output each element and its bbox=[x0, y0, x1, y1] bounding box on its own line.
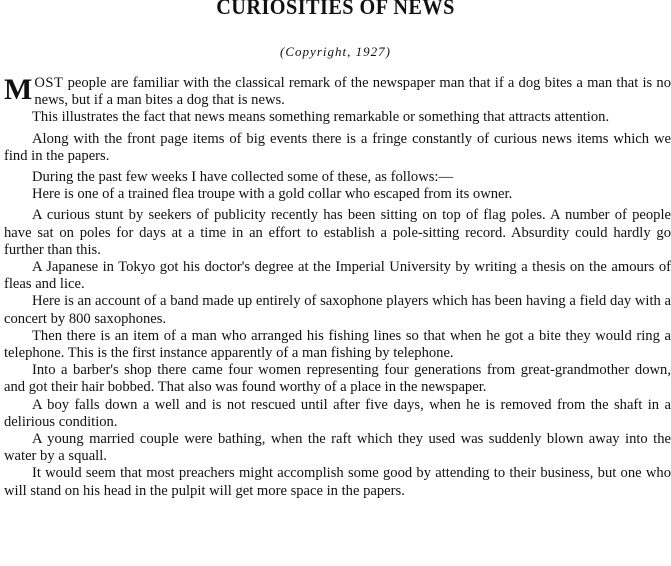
paragraph-12: A young married couple were bathing, when the raft which they used was suddenly blown away into the water by a squall. bbox=[4, 431, 671, 465]
paragraph-10: Into a barber's shop there came four women representing four generations from great-grandmother down, and got their hair bobbed. That also was found worthy of a place in the newspaper. bbox=[4, 362, 671, 396]
headline: CURIOSITIES OF NEWS bbox=[216, 0, 455, 19]
paragraph-11: A boy falls down a well and is not rescued until after five days, when he is removed from the shaft in a delirious condition. bbox=[4, 396, 671, 430]
paragraph-13: It would seem that most preachers might accomplish some good by attending to their business, but one who will stand on his head in the pulpit will get more space in the papers. bbox=[4, 465, 671, 499]
paragraph-4: During the past few weeks I have collected some of these, as follows:— bbox=[32, 169, 454, 186]
paragraph-1 bbox=[4, 75, 671, 109]
paragraph-6: A curious stunt by seekers of publicity recently has been sitting on top of flag poles. A number of people have sat on poles for days at a time in an effort to establish a pole-sitting record. Absurdity could hardly go further than this. bbox=[4, 207, 671, 258]
paragraph-5: Here is one of a trained flea troupe with a gold collar who escaped from its owner. bbox=[32, 186, 513, 203]
copyright-line: (Copyright, 1927) bbox=[280, 44, 391, 59]
lead-caps: OST bbox=[34, 75, 64, 91]
paragraph-1-text: people are familiar with the classical remark of the newspaper man that if a dog bites a man that is no news, but if a man bites a dog that is news. bbox=[34, 75, 671, 109]
paragraph-2: This illustrates the fact that news means something remarkable or something that attracts attention. bbox=[32, 109, 610, 126]
article-body bbox=[4, 75, 671, 500]
paragraph-3: Along with the front page items of big events there is a fringe constantly of curious news items which we find in the papers. bbox=[4, 130, 671, 164]
paragraph-7: A Japanese in Tokyo got his doctor's degree at the Imperial University by writing a thesis on the amours of fleas and lice. bbox=[4, 259, 671, 293]
drop-cap: M bbox=[4, 73, 33, 106]
paragraph-9: Then there is an item of a man who arranged his fishing lines so that when he got a bite they would ring a telephone. This is the first instance apparently of a man fishing by telephone. bbox=[4, 327, 671, 362]
paragraph-8: Here is an account of a band made up entirely of saxophone players which has been having a field day with a concert by 800 saxophones. bbox=[4, 293, 671, 327]
